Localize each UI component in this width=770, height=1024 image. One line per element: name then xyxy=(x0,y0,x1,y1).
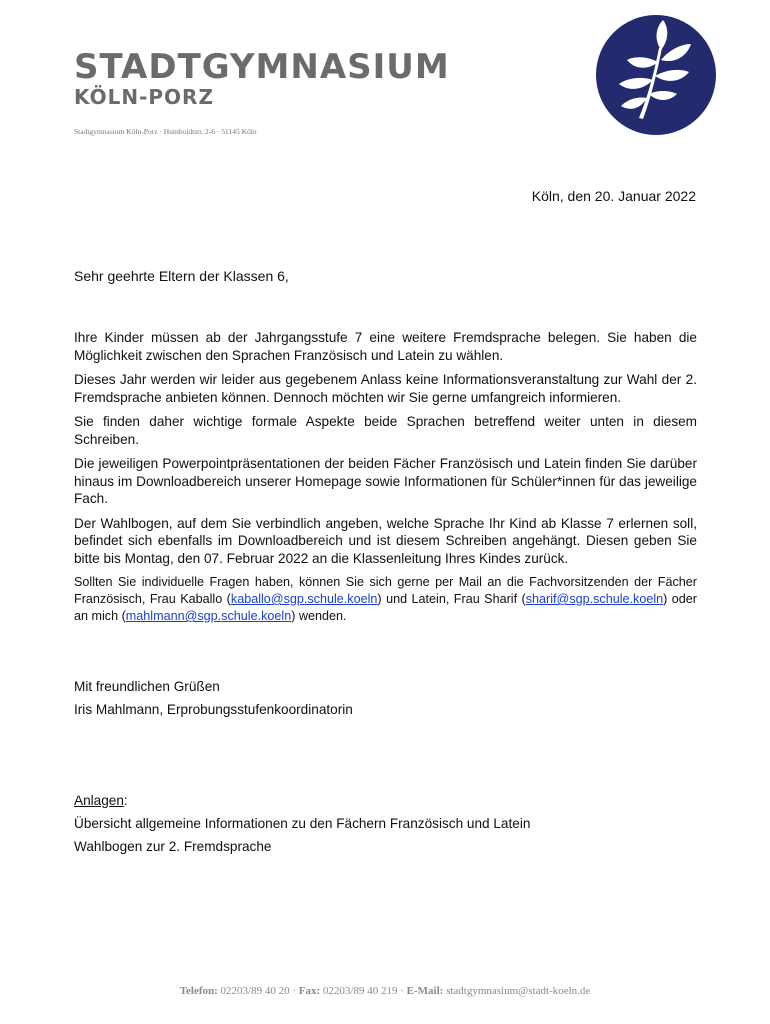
footer-telefon: 02203/89 40 20 xyxy=(220,985,290,997)
letter-footer xyxy=(0,985,770,997)
attachments-heading-line xyxy=(74,789,530,812)
closing-greeting: Mit freundlichen Grüßen xyxy=(74,679,220,694)
attachment-item-2: Wahlbogen zur 2. Fremdsprache xyxy=(74,839,272,854)
attachments-heading: Anlagen xyxy=(74,793,124,808)
footer-email-label: E-Mail: xyxy=(406,985,444,997)
paragraph-contact xyxy=(74,574,697,625)
contact-text-4: ) wenden. xyxy=(291,609,347,623)
footer-separator: · xyxy=(292,985,297,997)
signature-line: Iris Mahlmann, Erprobungsstufenkoordinatorin xyxy=(74,702,353,717)
paragraph-1: Ihre Kinder müssen ab der Jahrgangsstufe 7 eine weitere Fremdsprache belegen. Sie haben die Möglichkeit zwischen den Sprachen Französisch und Latein zu wählen. xyxy=(74,330,697,363)
school-name: STADTGYMNASIUM xyxy=(74,47,450,87)
letter-body xyxy=(74,329,697,632)
email-link-mahlmann[interactable]: mahlmann@sgp.schule.koeln xyxy=(125,609,292,623)
sender-address: Stadtgymnasium Köln-Porz · Humboldtstr. 2-6 · 51145 Köln xyxy=(74,127,257,136)
contact-text-3: ) oder an mich ( xyxy=(74,592,698,623)
footer-fax: 02203/89 40 219 xyxy=(322,985,398,997)
paragraph-3: Sie finden daher wichtige formale Aspekte beide Sprachen betreffend weiter unten in diesem Schreiben. xyxy=(74,414,697,447)
school-location: KÖLN-PORZ xyxy=(74,85,214,109)
footer-fax-label: Fax: xyxy=(298,985,321,997)
attachments-colon: : xyxy=(123,793,128,808)
salutation: Sehr geehrte Eltern der Klassen 6, xyxy=(74,268,289,284)
paragraph-4: Die jeweiligen Powerpointpräsentationen der beiden Fächer Französisch und Latein finden Sie darüber hinaus im Downloadbereich unserer Homepage sowie Informationen für Schüler*innen für das jeweilige Fach. xyxy=(74,456,697,506)
footer-telefon-label: Telefon: xyxy=(179,985,218,997)
attachment-item-1: Übersicht allgemeine Informationen zu den Fächern Französisch und Latein xyxy=(74,816,531,831)
attachments-block xyxy=(74,789,530,858)
paragraph-5: Der Wahlbogen, auf dem Sie verbindlich angeben, welche Sprache Ihr Kind ab Klasse 7 erlernen soll, befindet sich ebenfalls im Downloadbereich und ist diesem Schreiben angehängt. Diesen geben Sie bitte bis Montag, den 07. Februar 2022 an die Klassenleitung Ihres Kindes zurück. xyxy=(74,515,697,566)
paragraph-2: Dieses Jahr werden wir leider aus gegebenem Anlass keine Informationsveranstaltung zur Wahl der 2. Fremdsprache anbieten können. Dennoch möchten wir Sie gerne umfangreich informieren. xyxy=(74,372,697,405)
laurel-branch-icon xyxy=(595,14,717,136)
letter-date: Köln, den 20. Januar 2022 xyxy=(531,188,696,204)
email-link-sharif[interactable]: sharif@sgp.schule.koeln xyxy=(525,592,664,606)
footer-separator: · xyxy=(400,985,404,997)
contact-text-1: Sollten Sie individuelle Fragen haben, können Sie sich gerne per Mail an die Fachvorsitzenden der Fächer Französisch, Frau Kaballo ( xyxy=(74,575,697,606)
contact-text-2: ) und Latein, Frau Sharif ( xyxy=(377,592,526,606)
footer-email: stadtgymnasium@stadt-koeln.de xyxy=(446,985,591,997)
email-link-kaballo[interactable]: kaballo@sgp.schule.koeln xyxy=(230,592,378,606)
school-logo-text xyxy=(74,48,450,108)
closing-block xyxy=(74,675,353,721)
